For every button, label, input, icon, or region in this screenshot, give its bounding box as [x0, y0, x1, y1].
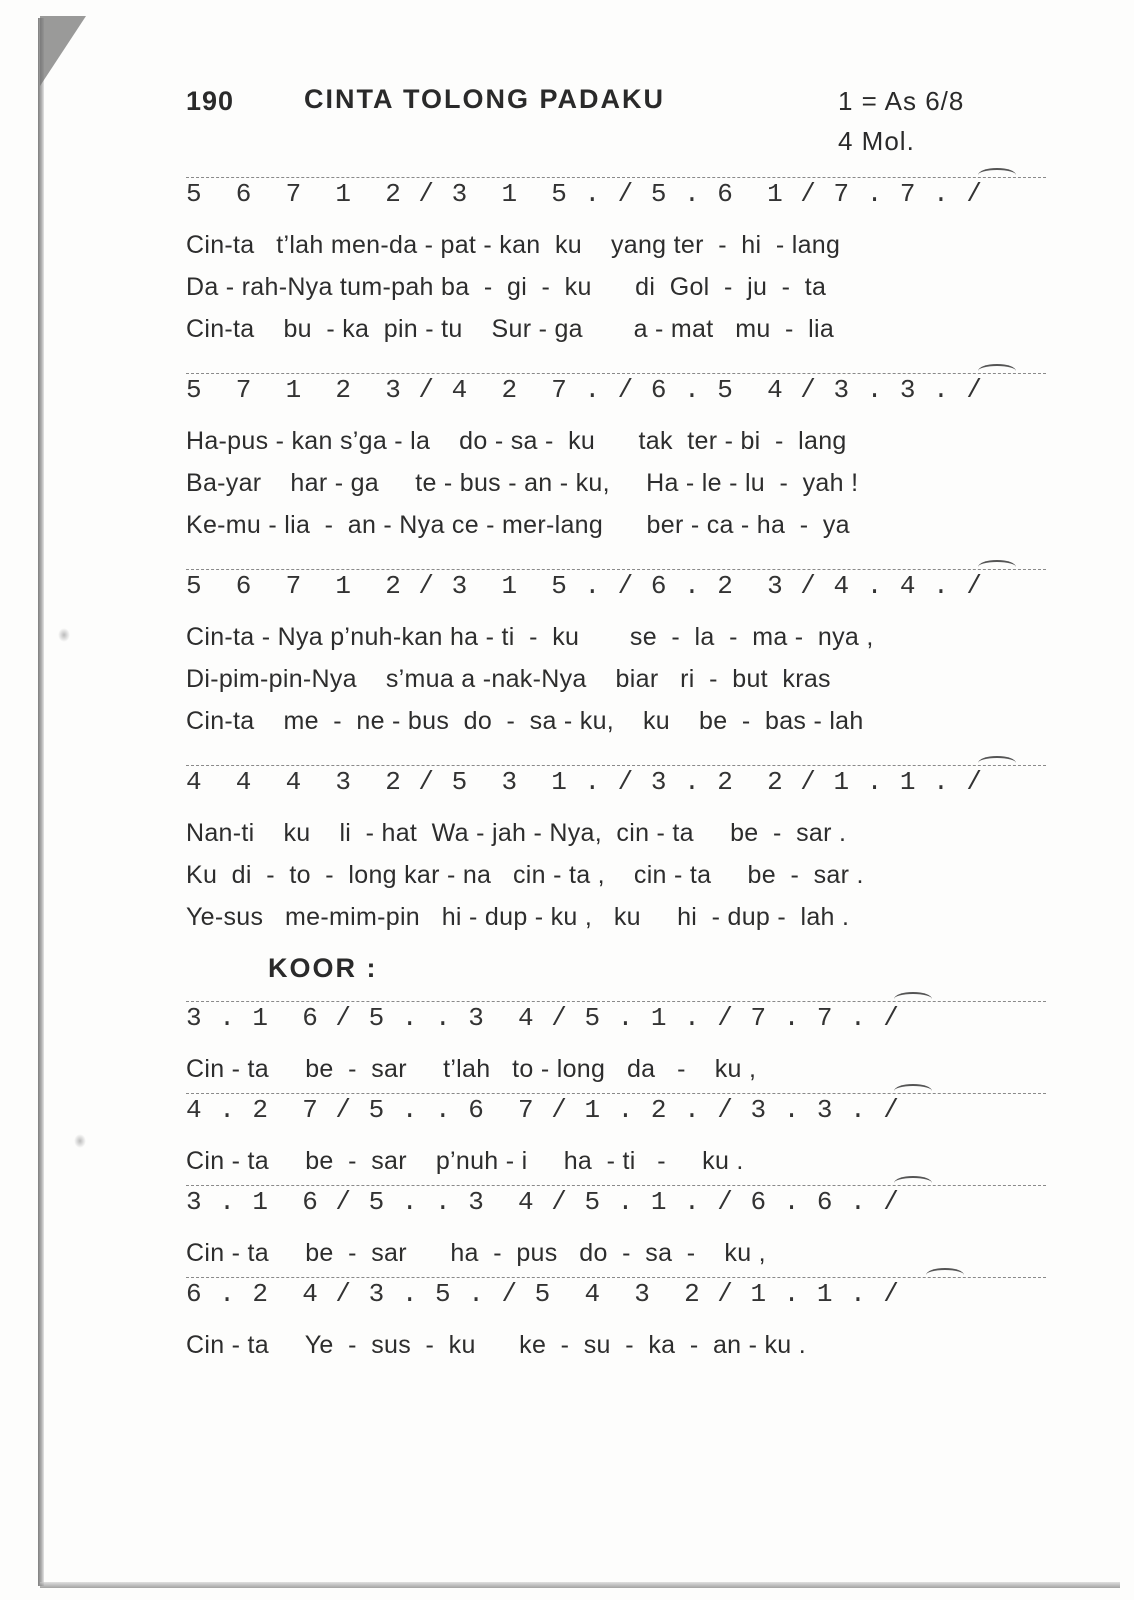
lyric-line: Ku di - to - long kar - na cin - ta , cin - ta be - sar . [186, 861, 864, 889]
chorus-line-4 [186, 1274, 1086, 1366]
lyric-line: Ha-pus - kan s’ga - la do - sa - ku tak ter - bi - lang [186, 427, 847, 455]
score-body [186, 174, 1086, 1366]
lyric-line: Ye-sus me-mim-pin hi - dup - ku , ku hi - dup - lah . [186, 903, 850, 931]
scan-corner-shadow [40, 16, 86, 86]
lyric-line: Cin - ta be - sar p’nuh - i ha - ti - ku . [186, 1147, 744, 1175]
key-signature: 1 = As 6/8 [838, 86, 965, 116]
scan-speck [58, 628, 70, 642]
tie-mark [894, 992, 932, 1006]
hymn-title: CINTA TOLONG PADAKU [304, 84, 665, 114]
tie-mark [894, 1084, 932, 1098]
chorus-label: KOOR : [268, 953, 378, 983]
tie-mark [926, 1268, 964, 1282]
tie-mark [978, 756, 1016, 770]
lyric-line: Cin-ta t’lah men-da - pat - kan ku yang ter - hi - lang [186, 231, 841, 259]
lyric-line: Cin-ta - Nya p’nuh-kan ha - ti - ku se - la - ma - nya , [186, 623, 874, 651]
tie-mark [978, 364, 1016, 378]
verse-block-3 [186, 566, 1086, 742]
note-line: 4 4 4 3 2 / 5 3 1 . / 3 . 2 2 / 1 . 1 . / [186, 762, 1086, 802]
lyric-line: Da - rah-Nya tum-pah ba - gi - ku di Gol - ju - ta [186, 273, 827, 301]
note-line: 4 . 2 7 / 5 . . 6 7 / 1 . 2 . / 3 . 3 . / [186, 1090, 1086, 1130]
lyric-line: Cin-ta bu - ka pin - tu Sur - ga a - mat mu - lia [186, 315, 835, 343]
note-line: 6 . 2 4 / 3 . 5 . / 5 4 3 2 / 1 . 1 . / [186, 1274, 1086, 1314]
scan-speck [74, 1134, 86, 1148]
lyric-line: Cin - ta Ye - sus - ku ke - su - ka - an - ku . [186, 1331, 806, 1359]
tempo-marking: 4 Mol. [838, 126, 915, 156]
lyric-line: Cin - ta be - sar t’lah to - long da - ku , [186, 1055, 757, 1083]
lyric-line: Ba-yar har - ga te - bus - an - ku, Ha - le - lu - yah ! [186, 469, 859, 497]
lyric-line: Cin-ta me - ne - bus do - sa - ku, ku be - bas - lah [186, 707, 864, 735]
lyric-line: Cin - ta be - sar ha - pus do - sa - ku , [186, 1239, 766, 1267]
note-line: 5 6 7 1 2 / 3 1 5 . / 5 . 6 1 / 7 . 7 . / [186, 174, 1086, 214]
chorus-line-3 [186, 1182, 1086, 1274]
note-line: 5 6 7 1 2 / 3 1 5 . / 6 . 2 3 / 4 . 4 . / [186, 566, 1086, 606]
note-line: 5 7 1 2 3 / 4 2 7 . / 6 . 5 4 / 3 . 3 . / [186, 370, 1086, 410]
verse-block-1 [186, 174, 1086, 350]
tie-mark [978, 560, 1016, 574]
note-line: 3 . 1 6 / 5 . . 3 4 / 5 . 1 . / 6 . 6 . / [186, 1182, 1086, 1222]
chorus-line-1 [186, 998, 1086, 1090]
scan-bottom-edge [40, 1582, 1120, 1588]
lyric-line: Di-pim-pin-Nya s’mua a -nak-Nya biar ri - but kras [186, 665, 831, 693]
verse-block-2 [186, 370, 1086, 546]
verse-block-4 [186, 762, 1086, 938]
tie-mark [978, 168, 1016, 182]
scan-left-edge [38, 18, 44, 1586]
hymn-number: 190 [186, 86, 235, 116]
lyric-line: Ke-mu - lia - an - Nya ce - mer-lang ber - ca - ha - ya [186, 511, 850, 539]
chorus-line-2 [186, 1090, 1086, 1182]
note-line: 3 . 1 6 / 5 . . 3 4 / 5 . 1 . / 7 . 7 . / [186, 998, 1086, 1038]
tie-mark [894, 1176, 932, 1190]
lyric-line: Nan-ti ku li - hat Wa - jah - Nya, cin - ta be - sar . [186, 819, 847, 847]
